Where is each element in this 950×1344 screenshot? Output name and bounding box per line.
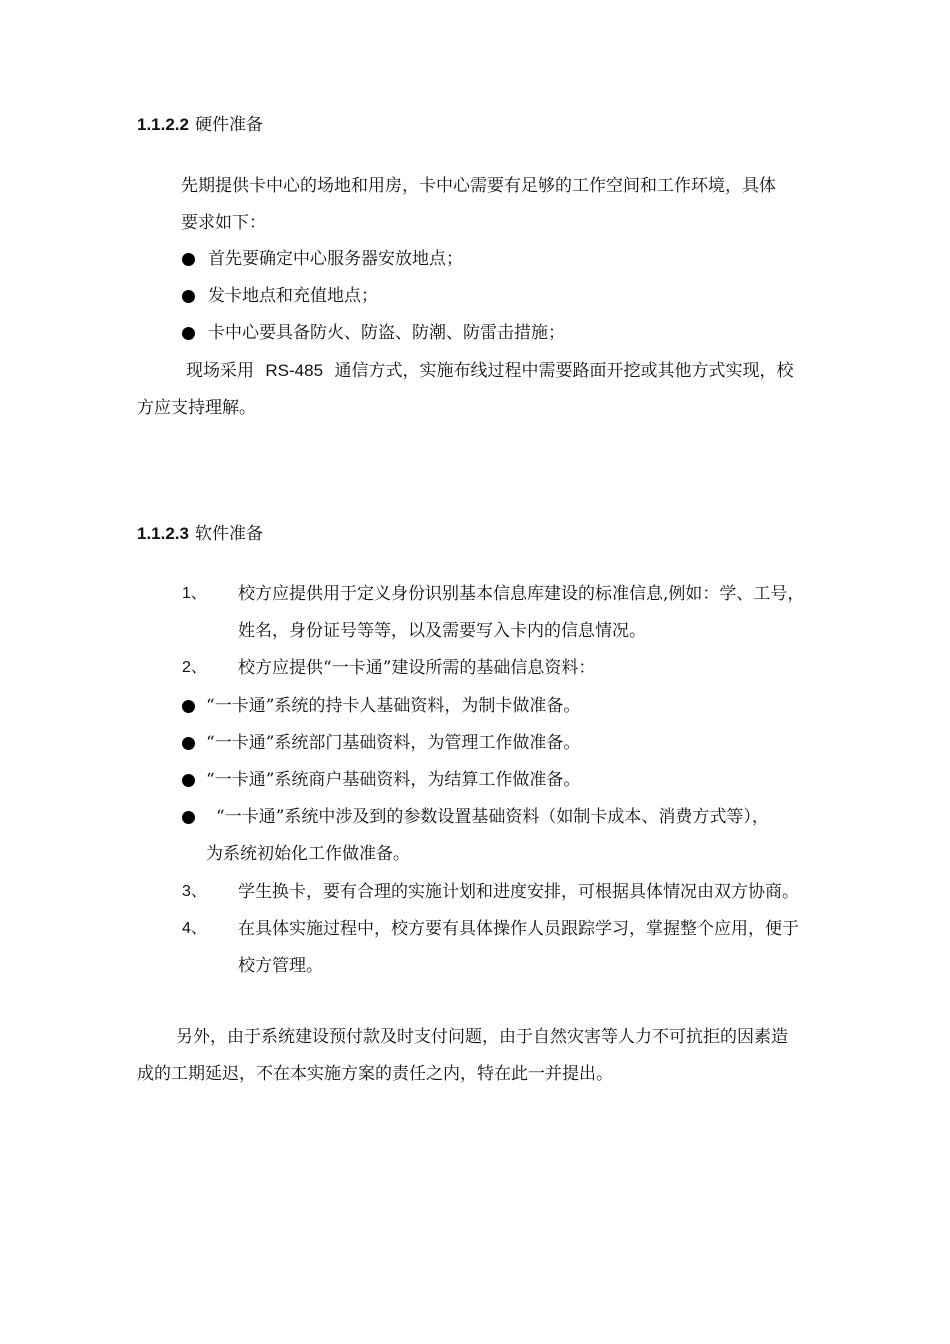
paragraph-line: [186, 359, 793, 383]
bullet-icon: [182, 737, 195, 750]
list-item-continuation: 校方管理。: [238, 956, 323, 976]
note-text: 现场采用: [186, 361, 254, 381]
list-number: 2、: [182, 659, 207, 676]
list-item: 在具体实施过程中，校方要有具体操作人员跟踪学习，掌握整个应用，便于: [238, 919, 799, 939]
note-text: 通信方式，实施布线过程中需要路面开挖或其他方式实现，校: [334, 361, 794, 381]
bullet-icon: [182, 811, 195, 824]
list-number: 1、: [182, 585, 207, 602]
list-item: “一卡通”系统的持卡人基础资料，为制卡做准备。: [206, 696, 581, 716]
list-item-continuation: 姓名，身份证号等等，以及需要写入卡内的信息情况。: [238, 621, 646, 641]
bullet-icon: [182, 774, 195, 787]
bullet-icon: [182, 290, 195, 303]
paragraph-line: 方应支持理解。: [137, 398, 256, 418]
paragraph-line: 要求如下：: [181, 213, 266, 233]
list-item: “一卡通”系统商户基础资料，为结算工作做准备。: [206, 770, 581, 790]
protocol-code: RS-485: [265, 361, 324, 380]
paragraph-line: 另外，由于系统建设预付款及时支付问题，由于自然灾害等人力不可抗拒的因素造: [176, 1027, 788, 1047]
list-item: 校方应提供用于定义身份识别基本信息库建设的标准信息,例如：学、工号，: [238, 584, 805, 604]
list-number: 3、: [182, 883, 207, 900]
section-heading-hardware: [137, 114, 263, 136]
list-number: 4、: [182, 920, 207, 937]
list-item: 校方应提供“一卡通”建设所需的基础信息资料：: [238, 658, 596, 678]
paragraph-line: 成的工期延迟，不在本实施方案的责任之内，特在此一并提出。: [137, 1064, 613, 1084]
list-item-continuation: 为系统初始化工作做准备。: [206, 844, 410, 864]
bullet-icon: [182, 700, 195, 713]
paragraph-line: 先期提供卡中心的场地和用房，卡中心需要有足够的工作空间和工作环境，具体: [181, 176, 776, 196]
section-title: 软件准备: [195, 524, 263, 544]
list-item: “一卡通”系统部门基础资料，为管理工作做准备。: [206, 733, 581, 753]
section-title: 硬件准备: [195, 115, 263, 135]
bullet-icon: [182, 327, 195, 340]
list-item: 卡中心要具备防火、防盗、防潮、防雷击措施；: [208, 323, 565, 343]
list-item: 发卡地点和充值地点；: [208, 286, 378, 306]
list-item: “一卡通”系统中涉及到的参数设置基础资料（如制卡成本、消费方式等），: [216, 807, 769, 827]
list-item: 首先要确定中心服务器安放地点；: [208, 249, 463, 269]
list-item: 学生换卡，要有合理的实施计划和进度安排，可根据具体情况由双方协商。: [238, 882, 799, 902]
section-number: 1.1.2.3: [137, 524, 189, 543]
section-number: 1.1.2.2: [137, 115, 189, 134]
section-heading-software: [137, 523, 263, 545]
bullet-icon: [182, 253, 195, 266]
